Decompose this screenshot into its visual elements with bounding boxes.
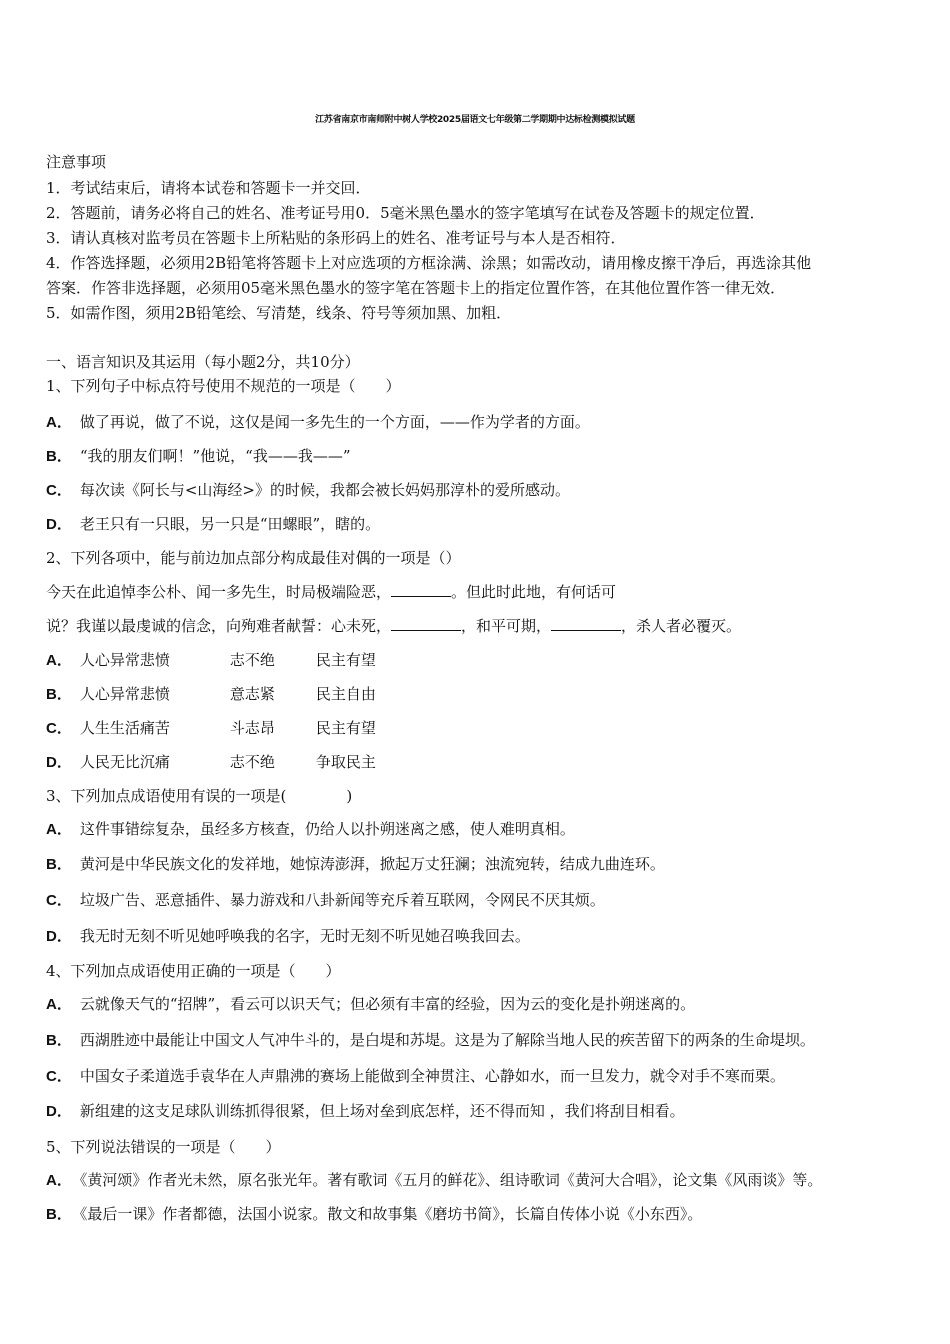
option-cell: 志不绝 [229,753,275,771]
option-cell: 人生生活痛苦 [79,719,170,737]
answer-blank [391,582,451,597]
option-key: C． [46,482,72,499]
question-5-stem: 5、下列说法错误的一项是（ ） [46,1138,281,1156]
option-cell: 民主自由 [315,685,376,703]
question-3-stem: 3、下列加点成语使用有误的一项是( ) [46,787,353,805]
option-key: A． [46,652,72,669]
option-key: C． [46,720,72,737]
notice-item: 5．如需作图，须用2B铅笔绘、写清楚，线条、符号等须加黑、加粗． [46,304,512,322]
question-1-option-b [46,446,351,467]
option-key: B． [46,856,72,873]
option-text: 老王只有一只眼，另一只是“田螺眼”，瞎的。 [79,515,381,533]
question-1-option-a [46,412,590,433]
question-2-option-c [46,718,376,739]
option-key: A． [46,821,72,838]
option-cell: 人心异常悲愤 [79,651,170,669]
passage-text: ，和平可期， [461,617,552,635]
question-2-option-a [46,650,376,671]
option-cell: 人心异常悲愤 [79,685,170,703]
question-3-option-a [46,819,575,840]
question-1-option-c [46,480,570,501]
question-2-option-b [46,684,376,705]
option-text: 做了再说，做了不说，这仅是闻一多先生的一个方面，——作为学者的方面。 [79,413,590,431]
passage-text: 今天在此追悼李公朴、闻一多先生，时局极端险恶， [46,583,392,601]
option-cell: 争取民主 [315,753,376,771]
option-key: D． [46,1103,72,1120]
option-text: “我的朋友们啊！”他说，“我——我——” [79,447,351,465]
option-key: B． [46,448,72,465]
option-key: A． [46,1172,72,1189]
option-cell: 斗志昂 [229,719,275,737]
passage-text: ，杀人者必覆灭。 [621,617,742,635]
question-4-option-c [46,1066,785,1087]
option-cell: 人民无比沉痛 [79,753,170,771]
question-5-option-a [46,1170,822,1191]
option-cell: 民主有望 [315,719,376,737]
option-text: 中国女子柔道选手袁华在人声鼎沸的赛场上能做到全神贯注、心静如水，而一旦发力，就令对手不寒而栗。 [79,1067,785,1085]
option-key: A． [46,414,72,431]
option-text: 这件事错综复杂，虽经多方核查，仍给人以扑朔迷离之感，使人难明真相。 [79,820,575,838]
notice-heading: 注意事项 [46,153,107,171]
option-cell: 意志紧 [229,685,275,703]
question-2-option-d [46,752,376,773]
option-key: D． [46,928,72,945]
notice-item: 答案．作答非选择题，必须用05毫米黑色墨水的签字笔在答题卡上的指定位置作答，在其他位置作答一律无效． [46,279,786,297]
page-title: 江苏省南京市南师附中树人学校2025届语文七年级第二学期期中达标检测模拟试题 [315,115,635,125]
question-4-stem: 4、下列加点成语使用正确的一项是（ ） [46,962,341,980]
question-1-option-d [46,514,380,535]
answer-blank [551,616,621,631]
option-key: D． [46,516,72,533]
notice-item: 4．作答选择题，必须用2B铅笔将答题卡上对应选项的方框涂满、涂黑；如需改动，请用橡皮擦干净后，再选涂其他 [46,254,812,272]
option-text: 垃圾广告、恶意插件、暴力游戏和八卦新闻等充斥着互联网，令网民不厌其烦。 [79,891,605,909]
answer-blank [391,616,461,631]
question-3-option-c [46,890,605,911]
option-text: 《黄河颂》作者光未然，原名张光年。著有歌词《五月的鲜花》、组诗歌词《黄河大合唱》，论文集《风雨谈》等。 [79,1171,823,1189]
question-2-passage-line-2 [46,616,741,636]
option-key: B． [46,1032,72,1049]
option-text: 《最后一课》作者都德，法国小说家。散文和故事集《磨坊书简》，长篇自传体小说《小东西》。 [79,1205,703,1223]
option-key: B． [46,1206,72,1223]
option-text: 黄河是中华民族文化的发祥地，她惊涛澎湃，掀起万丈狂澜；浊流宛转，结成九曲连环。 [79,855,665,873]
option-key: C． [46,1068,72,1085]
question-4-option-b [46,1030,815,1051]
option-text: 云就像天气的“招牌”，看云可以识天气；但必须有丰富的经验，因为云的变化是扑朔迷离的。 [79,995,696,1013]
question-2-passage-line-1 [46,582,616,602]
question-5-option-b [46,1204,702,1225]
notice-item: 3．请认真核对监考员在答题卡上所粘贴的条形码上的姓名、准考证号与本人是否相符． [46,229,626,247]
passage-text: 说？我谨以最虔诚的信念，向殉难者献誓：心未死， [46,617,392,635]
question-1-stem: 1、下列句子中标点符号使用不规范的一项是（ ） [46,377,401,395]
option-key: A． [46,996,72,1013]
notice-item: 1．考试结束后，请将本试卷和答题卡一并交回． [46,179,371,197]
question-4-option-a [46,994,695,1015]
option-text: 每次读《阿长与<山海经>》的时候，我都会被长妈妈那淳朴的爱所感动。 [79,481,570,499]
question-3-option-b [46,854,665,875]
option-text: 我无时无刻不听见她呼唤我的名字，无时无刻不听见她召唤我回去。 [79,927,530,945]
option-key: B． [46,686,72,703]
notice-item: 2．答题前，请务必将自己的姓名、准考证号用0．5毫米黑色墨水的签字笔填写在试卷及答题卡的规定位置． [46,204,765,222]
section-heading: 一、语言知识及其运用（每小题2分，共10分） [46,353,360,371]
passage-text: 。但此时此地，有何话可 [451,583,617,601]
option-key: D． [46,754,72,771]
option-cell: 志不绝 [229,651,275,669]
question-2-stem: 2、下列各项中，能与前边加点部分构成最佳对偶的一项是（） [46,549,461,567]
option-text: 西湖胜迹中最能让中国文人气冲牛斗的，是白堤和苏堤。这是为了解除当地人民的疾苦留下的两条的生命堤坝。 [79,1031,815,1049]
question-3-option-d [46,926,530,947]
option-cell: 民主有望 [315,651,376,669]
option-text: 新组建的这支足球队训练抓得很紧，但上场对垒到底怎样，还不得而知 ，我们将刮目相看。 [79,1102,685,1120]
option-key: C． [46,892,72,909]
question-4-option-d [46,1101,685,1122]
